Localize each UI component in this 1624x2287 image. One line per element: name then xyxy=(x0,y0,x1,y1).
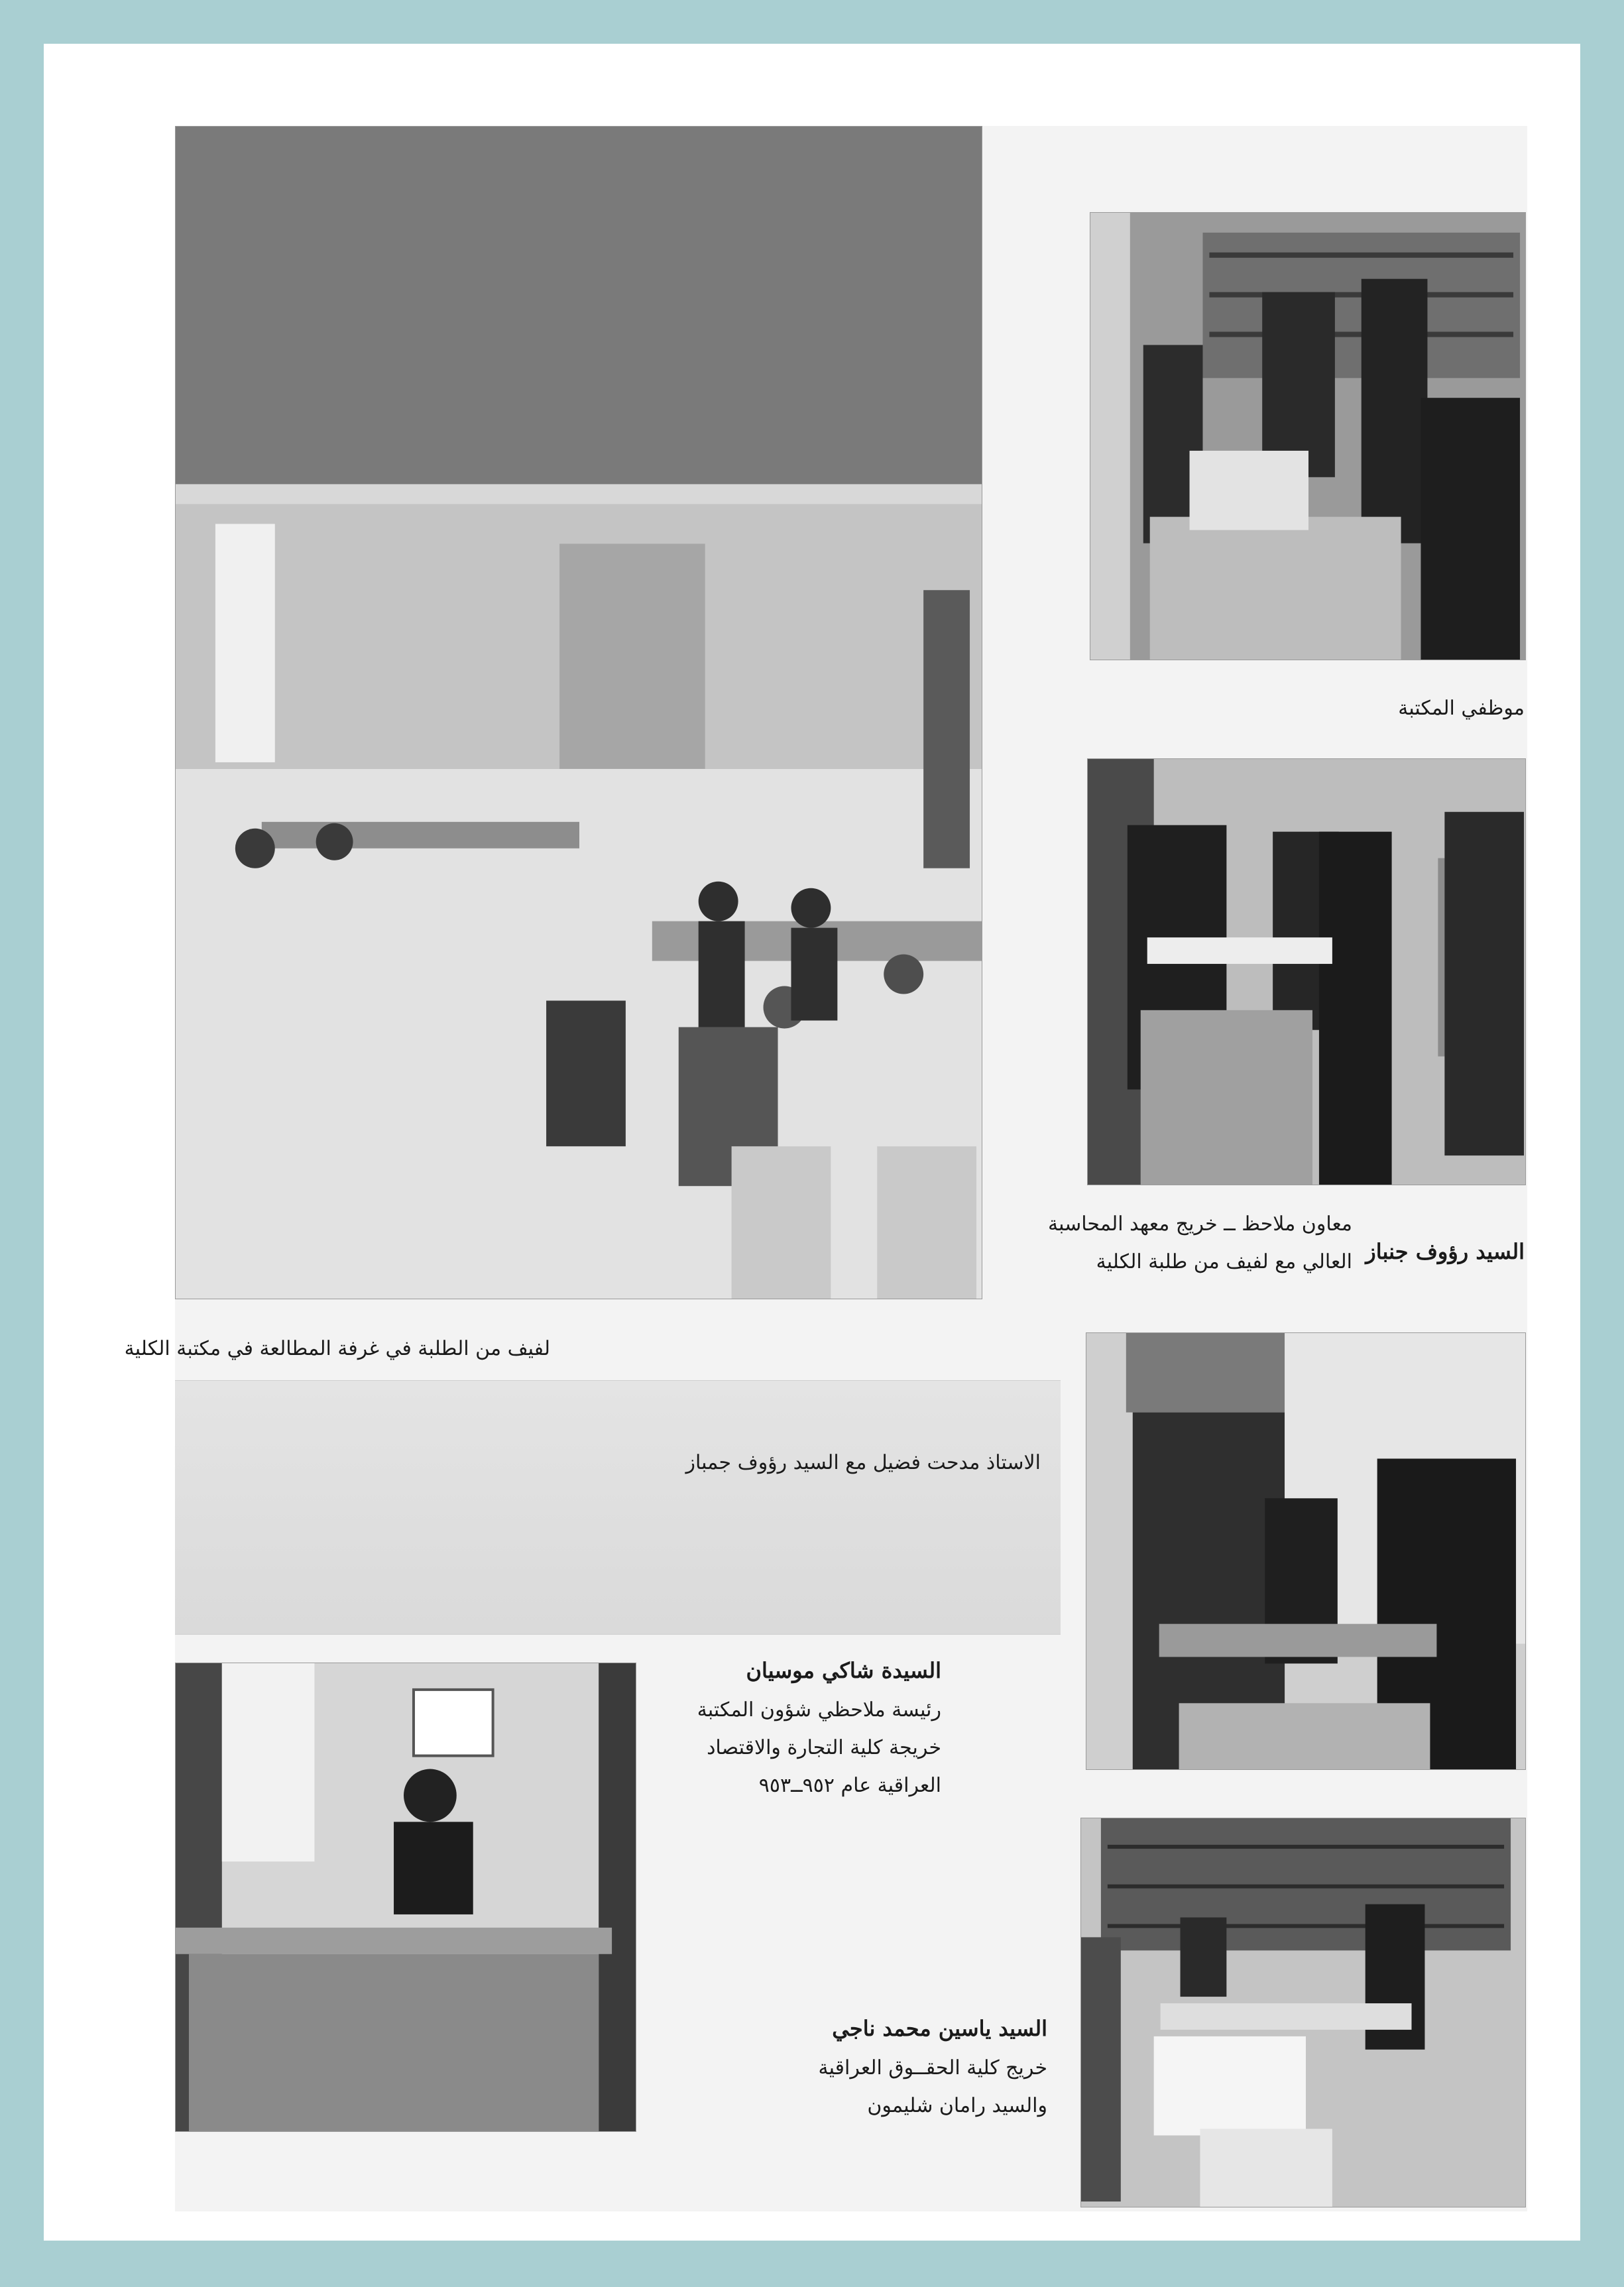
library-staff-photo xyxy=(1090,212,1526,660)
caption-reading-room-text: لفيف من الطلبة في غرفة المطالعة في مكتبة الكلية xyxy=(124,1337,550,1360)
yasin-photo xyxy=(1080,1818,1526,2207)
caption-medhat xyxy=(656,1444,1041,1482)
caption-yasin xyxy=(782,2009,1047,2125)
caption-raouf-name: السيد رؤوف جنباز xyxy=(1365,1239,1525,1264)
shaki-photo xyxy=(175,1663,636,2132)
caption-reading-room xyxy=(124,1330,550,1368)
reading-room-photo xyxy=(175,126,982,1299)
caption-shaki xyxy=(676,1651,941,1804)
caption-yasin-line1: خريج كلية الحقــوق العراقية xyxy=(818,2056,1047,2080)
caption-raouf-line2: العالي مع لفيف من طلبة الكلية xyxy=(1096,1250,1352,1273)
caption-shaki-line3: العراقية عام ٩٥٢ــ٩٥٣ xyxy=(758,1773,941,1797)
caption-medhat-text: الاستاذ مدحت فضيل مع السيد رؤوف جمباز xyxy=(685,1451,1041,1474)
raouf-photo xyxy=(1087,758,1526,1185)
caption-shaki-line2: خريجة كلية التجارة والاقتصاد xyxy=(707,1735,941,1759)
caption-yasin-title: السيد ياسين محمد ناجي xyxy=(832,2016,1047,2041)
caption-shaki-line1: رئيسة ملاحظي شؤون المكتبة xyxy=(697,1698,941,1722)
caption-raouf xyxy=(1034,1205,1525,1281)
caption-yasin-line2: والسيد رامان شليمون xyxy=(867,2093,1047,2117)
caption-library-staff xyxy=(1398,689,1525,727)
medhat-photo xyxy=(1086,1332,1526,1770)
caption-band xyxy=(175,1380,1061,1635)
caption-raouf-line1: معاون ملاحظ ــ خريج معهد المحاسبة xyxy=(1048,1212,1352,1236)
caption-shaki-title: السيدة شاكي موسيان xyxy=(746,1658,941,1683)
caption-library-staff-text: موظفي المكتبة xyxy=(1398,697,1525,720)
